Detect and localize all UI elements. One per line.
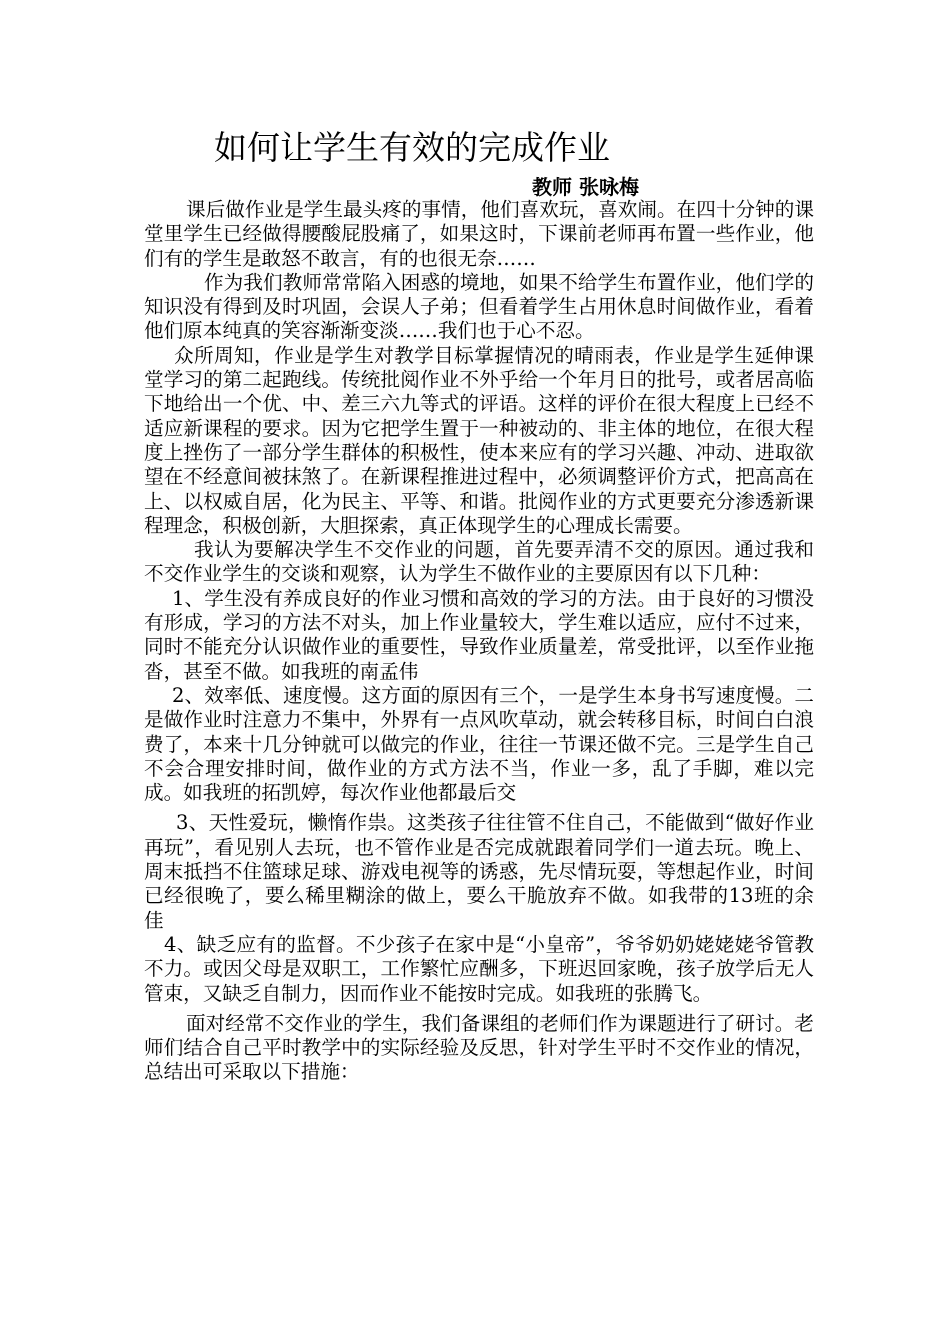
paragraph-cause-4: 4、缺乏应有的监督。不少孩子在家中是“小皇帝”，爷爷奶奶姥姥姥爷管教不力。或因父母是双职工，工作繁忙应酬多，下班迟回家晚，孩子放学后无人管束，又缺乏自制力，因而作业不能按时完成。如我班的张腾飞。 bbox=[144, 932, 814, 1005]
document-title: 如何让学生有效的完成作业 bbox=[214, 128, 610, 167]
author-line: 教师 张咏梅 bbox=[532, 175, 639, 199]
paragraph-cause-2: 2、效率低、速度慢。这方面的原因有三个，一是学生本身书写速度慢。二是做作业时注意力不集中，外界有一点风吹草动，就会转移目标，时间白白浪费了，本来十几分钟就可以做完的作业，往往一节课还做不完。三是学生自己不会合理安排时间，做作业的方式方法不当，作业一多，乱了手脚，难以完成。如我班的拓凯婷，每次作业他都最后交 bbox=[144, 683, 814, 805]
paragraph-cause-1: 1、学生没有养成良好的作业习惯和高效的学习的方法。由于良好的习惯没有形成，学习的方法不对头，加上作业量较大，学生难以适应，应付不过来，同时不能充分认识做作业的重要性，导致作业质量差，常受批评，以至作业拖沓，甚至不做。如我班的南孟伟 bbox=[144, 586, 814, 683]
paragraph-measures-intro: 面对经常不交作业的学生，我们备课组的老师们作为课题进行了研讨。老师们结合自己平时教学中的实际经验及反思，针对学生平时不交作业的情况，总结出可采取以下措施： bbox=[144, 1011, 814, 1084]
paragraph-intro: 课后做作业是学生最头疼的事情，他们喜欢玩，喜欢闹。在四十分钟的课堂里学生已经做得腰酸屁股痛了，如果这时，下课前老师再布置一些作业，他们有的学生是敢怒不敢言，有的也很无奈…… bbox=[144, 198, 814, 270]
paragraph-cause-3: 3、天性爱玩，懒惰作祟。这类孩子往往管不住自己，不能做到“做好作业再玩”，看见别人去玩，也不管作业是否完成就跟着同学们一道去玩。晚上、周末抵挡不住篮球足球、游戏电视等的诱惑，先尽情玩耍，等想起作业，时间已经很晚了，要么稀里糊涂的做上，要么干脆放弃不做。如我带的13班的余佳 bbox=[144, 811, 814, 932]
document-body bbox=[144, 198, 814, 1085]
paragraph-teacher-dilemma: 作为我们教师常常陷入困惑的境地，如果不给学生布置作业，他们学的知识没有得到及时巩固，会误人子弟；但看着学生占用休息时间做作业，看着他们原本纯真的笑容渐渐变淡……我们也于心不忍。 bbox=[144, 270, 814, 343]
paragraph-homework-evaluation: 众所周知，作业是学生对教学目标掌握情况的晴雨表，作业是学生延伸课堂学习的第二起跑线。传统批阅作业不外乎给一个年月日的批号，或者居高临下地给出一个优、中、差三六九等式的评语。这样的评价在很大程度上已经不适应新课程的要求。因为它把学生置于一种被动的、非主体的地位，在很大程度上挫伤了一部分学生群体的积极性，使本来应有的学习兴趣、冲动、进取欲望在不经意间被抹煞了。在新课程推进过程中，必须调整评价方式，把高高在上、以权威自居，化为民主、平等、和谐。批阅作业的方式更要充分渗透新课程理念，积极创新，大胆探索，真正体现学生的心理成长需要。 bbox=[144, 343, 814, 537]
paragraph-causes-intro: 我认为要解决学生不交作业的问题，首先要弄清不交的原因。通过我和不交作业学生的交谈和观察，认为学生不做作业的主要原因有以下几种： bbox=[144, 538, 814, 586]
